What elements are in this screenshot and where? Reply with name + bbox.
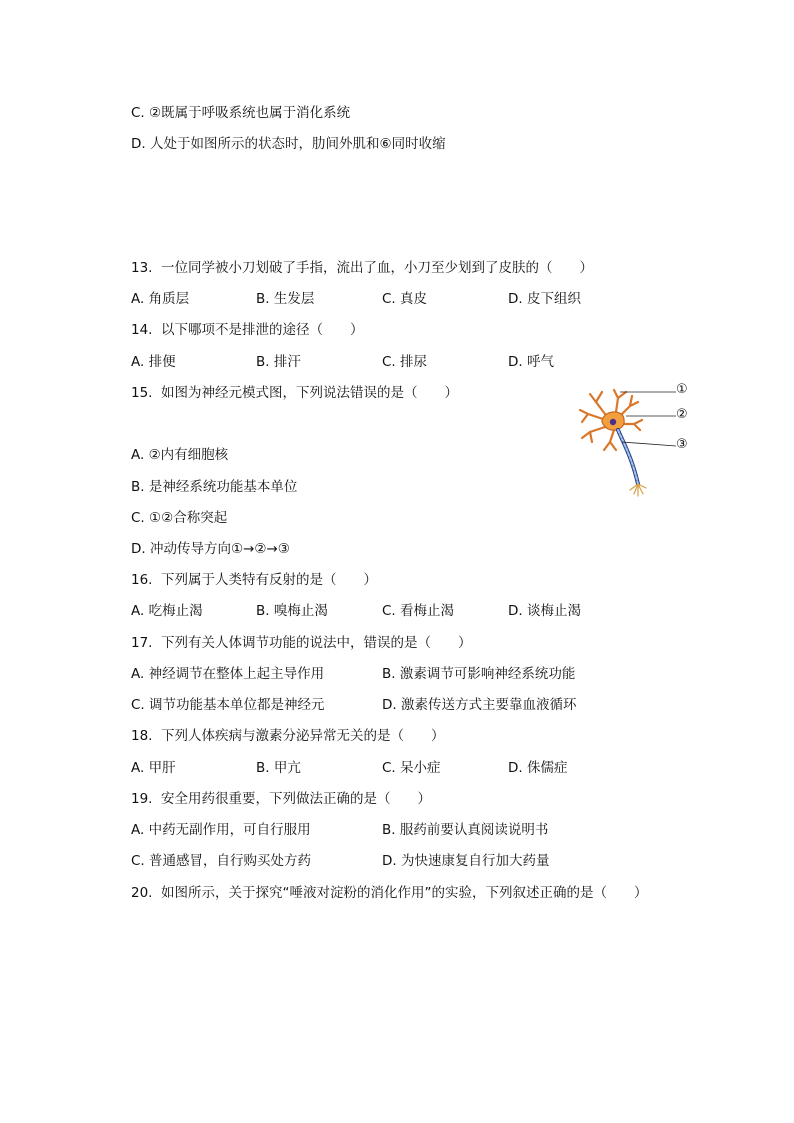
option-d: D. 呼气	[508, 354, 554, 370]
question-number: 15.	[131, 385, 153, 401]
question-number: 16.	[131, 572, 153, 588]
option-c: C. 排尿	[382, 354, 428, 370]
question-text: 安全用药很重要，下列做法正确的是（ ）	[161, 791, 431, 807]
question-number: 19.	[131, 791, 153, 807]
option-b: B. 生发层	[256, 291, 315, 307]
option-a: A. 吃梅止渴	[131, 603, 203, 619]
option-c: C. 真皮	[382, 291, 428, 307]
option-d: D. 谈梅止渴	[508, 603, 581, 619]
option-d: D. 为快速康复自行加大药量	[382, 853, 550, 869]
option-a: A. ②内有细胞核	[131, 447, 229, 463]
option-a: A. 角质层	[131, 291, 190, 307]
figure-label-1: ①	[676, 382, 688, 397]
option-b: B. 是神经系统功能基本单位	[131, 479, 298, 495]
option-b: B. 激素调节可影响神经系统功能	[382, 666, 576, 682]
option-c: C. ①②合称突起	[131, 510, 228, 526]
option-b: B. 服药前要认真阅读说明书	[382, 822, 549, 838]
question-19-stem	[131, 790, 431, 808]
option-d: D. 激素传送方式主要靠血液循环	[382, 697, 577, 713]
option-c: C. 调节功能基本单位都是神经元	[131, 697, 325, 713]
question-number: 14.	[131, 322, 153, 338]
question-18-stem	[131, 727, 445, 745]
option-c-previous: C. ②既属于呼吸系统也属于消化系统	[131, 105, 351, 121]
question-number: 13.	[131, 260, 153, 276]
question-text: 下列有关人体调节功能的说法中，错误的是（ ）	[161, 635, 472, 651]
option-a: A. 甲肝	[131, 760, 176, 776]
question-14-stem	[131, 321, 364, 339]
option-b: B. 排汗	[256, 354, 301, 370]
option-c: C. 普通感冒，自行购买处方药	[131, 853, 312, 869]
question-text: 下列人体疾病与激素分泌异常无关的是（ ）	[161, 728, 445, 744]
option-b: B. 甲亢	[256, 760, 301, 776]
option-a: A. 排便	[131, 354, 176, 370]
question-text: 以下哪项不是排泄的途径（ ）	[161, 322, 364, 338]
figure-label-2: ②	[676, 407, 688, 422]
option-d: D. 冲动传导方向①→②→③	[131, 541, 290, 557]
option-a: A. 神经调节在整体上起主导作用	[131, 666, 325, 682]
question-number: 17.	[131, 635, 153, 651]
question-text: 如图所示，关于探究“唾液对淀粉的消化作用”的实验，下列叙述正确的是（ ）	[161, 885, 648, 901]
question-text: 如图为神经元模式图，下列说法错误的是（ ）	[161, 385, 458, 401]
option-c: C. 呆小症	[382, 760, 441, 776]
question-17-stem	[131, 634, 472, 652]
figure-label-3: ③	[676, 437, 688, 452]
neuron-diagram	[572, 380, 697, 505]
question-20-stem	[131, 884, 648, 902]
question-text: 一位同学被小刀划破了手指，流出了血，小刀至少划到了皮肤的（ ）	[161, 260, 593, 276]
option-a: A. 中药无副作用，可自行服用	[131, 822, 311, 838]
option-d-previous: D. 人处于如图所示的状态时，肋间外肌和⑥同时收缩	[131, 136, 446, 152]
option-d: D. 皮下组织	[508, 291, 581, 307]
question-text: 下列属于人类特有反射的是（ ）	[161, 572, 377, 588]
option-d: D. 侏儒症	[508, 760, 568, 776]
question-13-stem	[131, 259, 593, 277]
question-15-stem	[131, 384, 458, 402]
question-16-stem	[131, 571, 377, 589]
option-c: C. 看梅止渴	[382, 603, 455, 619]
question-number: 18.	[131, 728, 153, 744]
option-b: B. 嗅梅止渴	[256, 603, 328, 619]
question-number: 20.	[131, 885, 153, 901]
